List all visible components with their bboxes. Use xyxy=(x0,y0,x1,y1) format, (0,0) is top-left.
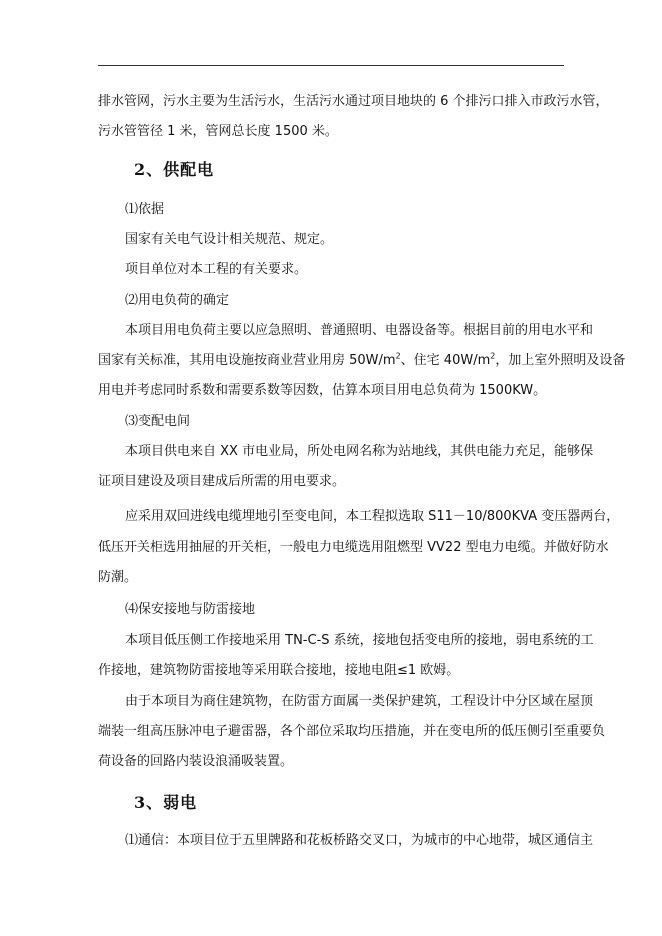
basis-item-2: 项目单位对本工程的有关要求。 xyxy=(125,262,308,277)
load-line-3: 用电并考虑同时系数和需要系数等因数，估算本项目用电总负荷为 1500KW。 xyxy=(98,383,547,398)
comm-line-1: ⑴通信：本项目位于五里牌路和花板桥路交叉口，为城市的中心地带，城区通信主 xyxy=(125,833,594,848)
grounding-line-4: 端装一组高压脉冲电子避雷器，各个部位采取均压措施，并在变电所的低压侧引至重要负 xyxy=(98,724,606,739)
load-line-2: 国家有关标准，其用电设施按商业营业用房 $50W/m^2$、住宅 $40W/m^2$，加上室外照明及设备 xyxy=(98,351,626,368)
grounding-line-1: 本项目低压侧工作接地采用 TN-C-S 系统，接地包括变电所的接地，弱电系统的工 xyxy=(125,633,594,648)
load-line-1: 本项目用电负荷主要以应急照明、普通照明、电器设备等。根据目前的用电水平和 xyxy=(125,323,594,338)
section-3-heading: 3、弱电 xyxy=(134,793,198,812)
substation-line-2: 证项目建设及项目建成后所需的用电要求。 xyxy=(98,474,346,489)
basis-item-1: 国家有关电气设计相关规范、规定。 xyxy=(125,232,334,247)
section-2-heading: 2、供配电 xyxy=(134,160,215,179)
substation-line-4: 低压开关柜选用抽屉的开关柜，一般电力电缆选用阻燃型 VV22 型电力电缆。并做好防水 xyxy=(98,540,609,555)
grounding-title: ⑷保安接地与防雷接地 xyxy=(125,602,256,617)
load-title: ⑵用电负荷的确定 xyxy=(125,293,230,308)
substation-line-1: 本项目供电来自 XX 市电业局，所处电网名称为站地线，其供电能力充足，能够保 xyxy=(125,444,594,459)
basis-title: ⑴依据 xyxy=(125,202,165,217)
intro-line-2: 污水管管径 1 米，管网总长度 1500 米。 xyxy=(98,124,338,139)
intro-line-1: 排水管网，污水主要为生活污水，生活污水通过项目地块的 6 个排污口排入市政污水管， xyxy=(98,94,609,109)
substation-line-5: 防潮。 xyxy=(98,570,138,585)
grounding-line-3: 由于本项目为商住建筑物，在防雷方面属一类保护建筑，工程设计中分区域在屋顶 xyxy=(125,694,594,709)
substation-line-3: 应采用双回进线电缆埋地引至变电间，本工程拟选取 S11－10/800KVA 变压器两台， xyxy=(125,509,620,524)
grounding-line-5: 荷设备的回路内装设浪涌吸装置。 xyxy=(98,754,294,769)
grounding-line-2: 作接地，建筑物防雷接地等采用联合接地，接地电阻≤1 欧姆。 xyxy=(98,663,460,678)
substation-title: ⑶变配电间 xyxy=(125,414,191,429)
header-rule xyxy=(98,65,564,66)
